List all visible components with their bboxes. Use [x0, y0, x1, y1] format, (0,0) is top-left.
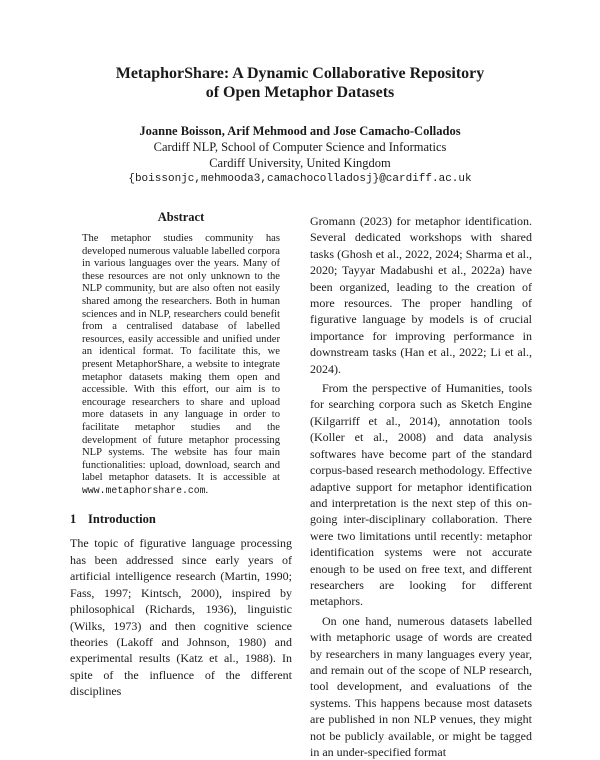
author-block: [0, 123, 600, 187]
right-paragraph-1: Gromann (2023) for metaphor identification. Several dedicated workshops with shared tasks (Ghosh et al., 2022, 2024; Sharma et al., 2020; Tayyar Madabushi et al., 2022a) have been organized, leading to the creation of more resources. The proper handling of figurative language by models is of crucial importance for improving performance in downstream tasks (Han et al., 2022; Li et al., 2024).: [310, 214, 532, 376]
right-paragraph-2: From the perspective of Humanities, tools for searching corpora such as Sketch Engine (Kilgarriff et al., 2014), annotation tools (Koller et al., 2008) and data analysis softwares have become part of the standard corpus-based research methodology. Effective adaptive support for metaphor identification and interpretation is the next step of this on-going inter-disciplinary collaboration. There were two limitations until recently: metaphor identification systems were not accurate enough to be used on free text, and different researchers are looking for different metaphors.: [310, 381, 532, 609]
title-line-1: MetaphorShare: A Dynamic Collaborative Repository: [115, 65, 485, 82]
author-emails: {boissonjc,mehmooda3,camachocolladosj}@cardiff.ac.uk: [128, 173, 472, 185]
abstract-end: .: [205, 484, 209, 496]
abstract-body: The metaphor studies community has developed numerous valuable labelled corpora in various languages over the years. Many of these resources are not only unknown to the NLP community, but are also often not easily shared among the researchers. Both in human sciences and in NLP, researchers could benefit from a centralised database of labelled resources, easily accessible and unified under an identical format. To facilitate this, we present MetaphorShare, a website to integrate metaphor datasets making them open and accessible. With this effort, our aim is to encourage researchers to share and upload more datasets in any language in order to facilitate metaphor studies and the development of future metaphor processing NLP systems. The website has four main functionalities: upload, download, search and label metaphor datasets. It is accessible at: [82, 233, 280, 484]
abstract-heading: Abstract: [157, 210, 205, 224]
left-column: [70, 210, 292, 700]
intro-paragraph: The topic of figurative language processing has been addressed since early years of artificial intelligence research (Martin, 1990; Fass, 1997; Kintsch, 2000), inspired by philosophical (Richards, 1936), linguistic (Wilks, 1973) and then cognitive science theories (Lakoff and Johnson, 1980) and experimental results (Katz et al., 1988). In spite of the influence of the different disciplines: [70, 536, 292, 699]
right-paragraph-3: On one hand, numerous datasets labelled with metaphoric usage of words are created by researchers in many languages every year, and remain out of the scope of NLP research, tool development, and evaluations of the systems. This happens because most datasets are published in non NLP venues, they might not be publicly available, or might be tagged in an under-specified format: [310, 613, 532, 759]
author-names: Joanne Boisson, Arif Mehmood and Jose Camacho-Collados: [139, 124, 461, 138]
affiliation-2: Cardiff University, United Kingdom: [209, 156, 391, 170]
right-column: [310, 213, 532, 760]
section-heading-introduction: [70, 512, 292, 527]
paper-title: [0, 64, 600, 102]
abstract-text: [82, 233, 280, 497]
section-title: Introduction: [88, 512, 156, 527]
section-number: 1: [70, 512, 77, 527]
affiliation-1: Cardiff NLP, School of Computer Science and Informatics: [153, 140, 447, 154]
website-url: www.metaphorshare.com: [82, 484, 206, 496]
title-line-2: of Open Metaphor Datasets: [205, 84, 395, 101]
